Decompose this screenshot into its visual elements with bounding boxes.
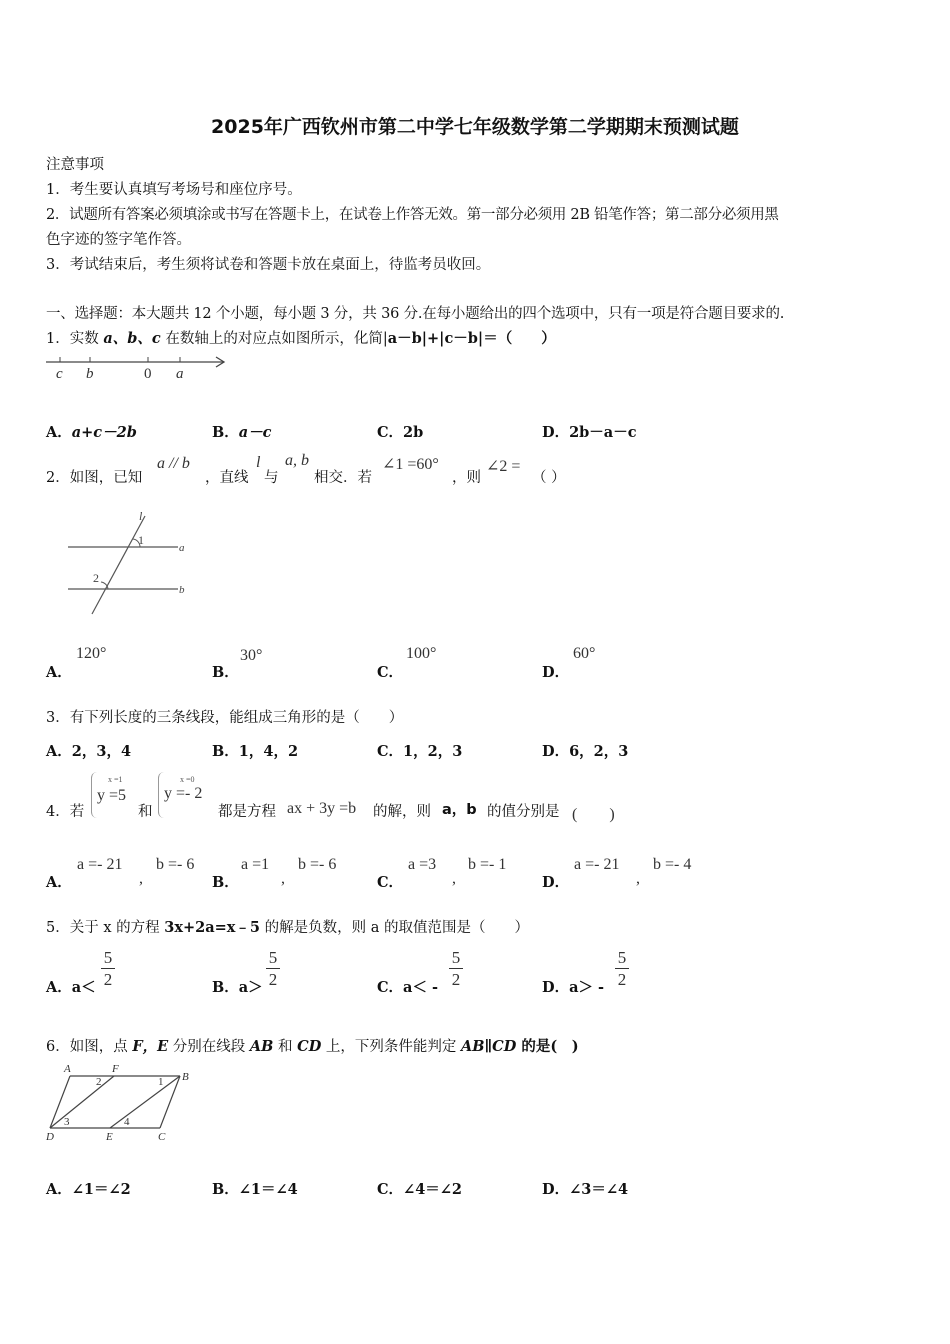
notice-heading: 注意事项 xyxy=(46,157,104,173)
q4-system1-top: x =1 xyxy=(108,775,123,784)
q1-stem-vars: a、b、c xyxy=(103,330,161,347)
q4-system2-top: x =0 xyxy=(180,775,195,784)
q4-equation: ax + 3y =b xyxy=(287,800,357,817)
q4-option-a[interactable]: A． xyxy=(46,874,72,891)
fig-label-l: l xyxy=(139,509,143,523)
q6-figure xyxy=(44,1062,204,1146)
axis-label-a: a xyxy=(176,366,184,382)
q4-stem-5: 的值分别是 xyxy=(487,804,560,820)
q2-option-d[interactable]: D． xyxy=(542,664,570,681)
q1-stem-expr: a－b|+|c－b|＝（ ） xyxy=(387,330,556,347)
q4-option-c-m1: a =3 xyxy=(408,856,437,873)
notice-item-2: 2．试题所有答案必须填涂或书写在答题卡上，在试卷上作答无效。第一部分必须用 2B 铅笔作答；第二部分必须用黑 xyxy=(46,207,779,223)
q4-option-b-m1: a =1 xyxy=(241,856,270,873)
q4-option-a-m2: b =- 6 xyxy=(156,856,195,873)
q4-stem-2: 和 xyxy=(138,804,153,820)
angle-label-3: 3 xyxy=(64,1116,70,1128)
notice-item-1: 1．考生要认真填写考场号和座位序号。 xyxy=(46,182,302,198)
label-B: B xyxy=(182,1071,189,1083)
q2-stem-3: 与 xyxy=(264,470,279,486)
q5-option-a[interactable]: A．a＜ xyxy=(46,979,96,996)
q2-math-angle2: ∠2 = xyxy=(486,458,521,475)
q4-ab: a，b xyxy=(442,802,477,818)
q2-stem-4: 相交．若 xyxy=(314,470,372,486)
q2-stem-2: ，直线 xyxy=(205,470,249,486)
q4-option-b[interactable]: B． xyxy=(212,874,239,891)
q5-option-d-fraction: 5 2 xyxy=(615,948,629,991)
fig-label-b: b xyxy=(179,584,185,596)
page-title: 2025年广西钦州市第二中学七年级数学第二学期期末预测试题 xyxy=(211,116,739,138)
q1-option-b[interactable]: B．a－c xyxy=(212,424,272,441)
q4-option-c-m2: b =- 1 xyxy=(468,856,507,873)
q4-option-a-m1: a =- 21 xyxy=(77,856,123,873)
q3-option-a[interactable]: A．2，3，4 xyxy=(46,743,132,760)
q3-option-d[interactable]: D．6，2，3 xyxy=(542,743,629,760)
q1-stem-a: 1．实数 xyxy=(46,331,104,347)
q2-figure xyxy=(60,506,200,618)
q2-option-b-value: 30° xyxy=(240,647,263,664)
axis-label-0: 0 xyxy=(144,366,152,382)
q4-option-d-sep: , xyxy=(636,870,640,887)
q4-option-a-sep: , xyxy=(139,870,143,887)
label-C: C xyxy=(158,1131,166,1143)
q4-system2-bottom: y =- 2 xyxy=(164,785,203,802)
q3-option-c[interactable]: C．1，2，3 xyxy=(377,743,463,760)
q3-option-b[interactable]: B．1，4，2 xyxy=(212,743,299,760)
q2-option-a[interactable]: A． xyxy=(46,664,72,681)
angle2-arc xyxy=(101,582,108,589)
notice-item-2-cont: 色字迹的签字笔作答。 xyxy=(46,232,191,248)
q1-option-d[interactable]: D．2b－a－c xyxy=(542,424,637,441)
q2-option-c-value: 100° xyxy=(406,645,437,662)
q6-option-b[interactable]: B．∠1＝∠4 xyxy=(212,1181,298,1198)
q2-stem-6: （ ） xyxy=(532,470,566,486)
q6-stem: 6．如图，点 F，E 分别在线段 AB 和 CD 上，下列条件能判定 AB∥CD 的是( ) xyxy=(46,1038,579,1055)
line-l xyxy=(92,516,145,614)
q5-option-b[interactable]: B．a＞ xyxy=(212,979,263,996)
q6-option-d[interactable]: D．∠3＝∠4 xyxy=(542,1181,629,1198)
q1-option-a[interactable]: A．a+c－2b xyxy=(46,424,137,441)
angle-label-4: 4 xyxy=(124,1116,130,1128)
label-A: A xyxy=(64,1063,71,1075)
q5-option-c-fraction: 5 2 xyxy=(449,948,463,991)
label-D: D xyxy=(46,1131,54,1143)
axis-label-b: b xyxy=(86,366,94,382)
q2-option-c[interactable]: C． xyxy=(377,664,404,681)
q2-math-ab-parallel: a // b xyxy=(157,455,190,472)
q3-stem: 3．有下列长度的三条线段，能组成三角形的是（ ） xyxy=(46,710,404,726)
q4-option-b-m2: b =- 6 xyxy=(298,856,337,873)
q6-option-a[interactable]: A．∠1＝∠2 xyxy=(46,1181,131,1198)
q2-math-l: l xyxy=(256,454,261,471)
q2-option-b[interactable]: B． xyxy=(212,664,239,681)
q4-paren: ( ) xyxy=(572,806,615,823)
q4-option-c-sep: , xyxy=(452,870,456,887)
q5-option-c[interactable]: C．a＜ - xyxy=(377,979,439,996)
q4-option-d[interactable]: D． xyxy=(542,874,570,891)
q4-stem-3: 都是方程 xyxy=(218,804,276,820)
q1-stem-b: 在数轴上的对应点如图所示，化简| xyxy=(160,331,388,347)
q2-option-a-value: 120° xyxy=(76,645,107,662)
angle-label-2: 2 xyxy=(96,1076,102,1088)
q2-option-d-value: 60° xyxy=(573,645,596,662)
q4-stem-4: 的解，则 xyxy=(373,804,431,820)
q2-stem-1: 2．如图，已知 xyxy=(46,470,143,486)
q1-number-line xyxy=(44,352,234,382)
q1-option-c[interactable]: C．2b xyxy=(377,424,424,441)
q5-stem: 5．关于 x 的方程 3x+2a=x﹣5 的解是负数，则 a 的取值范围是（ ） xyxy=(46,919,529,936)
q5-option-d[interactable]: D．a＞ - xyxy=(542,979,605,996)
q2-stem-5: ，则 xyxy=(452,470,481,486)
q5-option-a-fraction: 5 2 xyxy=(101,948,115,991)
fig-label-a: a xyxy=(179,542,185,554)
q5-option-b-fraction: 5 2 xyxy=(266,948,280,991)
fig-label-1: 1 xyxy=(138,533,144,547)
q4-system1-bottom: y =5 xyxy=(97,787,127,804)
q4-option-c[interactable]: C． xyxy=(377,874,404,891)
q4-option-b-sep: , xyxy=(281,870,285,887)
angle-label-1: 1 xyxy=(158,1076,164,1088)
fig-label-2: 2 xyxy=(93,571,99,585)
label-F: F xyxy=(112,1063,119,1075)
q4-stem-1: 4．若 xyxy=(46,804,85,820)
notice-item-3: 3．考试结束后，考生须将试卷和答题卡放在桌面上，待监考员收回。 xyxy=(46,257,491,273)
q4-option-d-m2: b =- 4 xyxy=(653,856,692,873)
q1-stem xyxy=(46,327,556,348)
section-heading: 一、选择题：本大题共 12 个小题，每小题 3 分，共 36 分.在每小题给出的四个选项中，只有一项是符合题目要求的. xyxy=(46,306,785,322)
axis-label-c: c xyxy=(56,366,63,382)
q6-option-c[interactable]: C．∠4＝∠2 xyxy=(377,1181,463,1198)
q4-option-d-m1: a =- 21 xyxy=(574,856,620,873)
q2-math-angle1: ∠1 =60° xyxy=(382,456,439,473)
q2-math-ab: a, b xyxy=(285,452,309,469)
label-E: E xyxy=(106,1131,113,1143)
